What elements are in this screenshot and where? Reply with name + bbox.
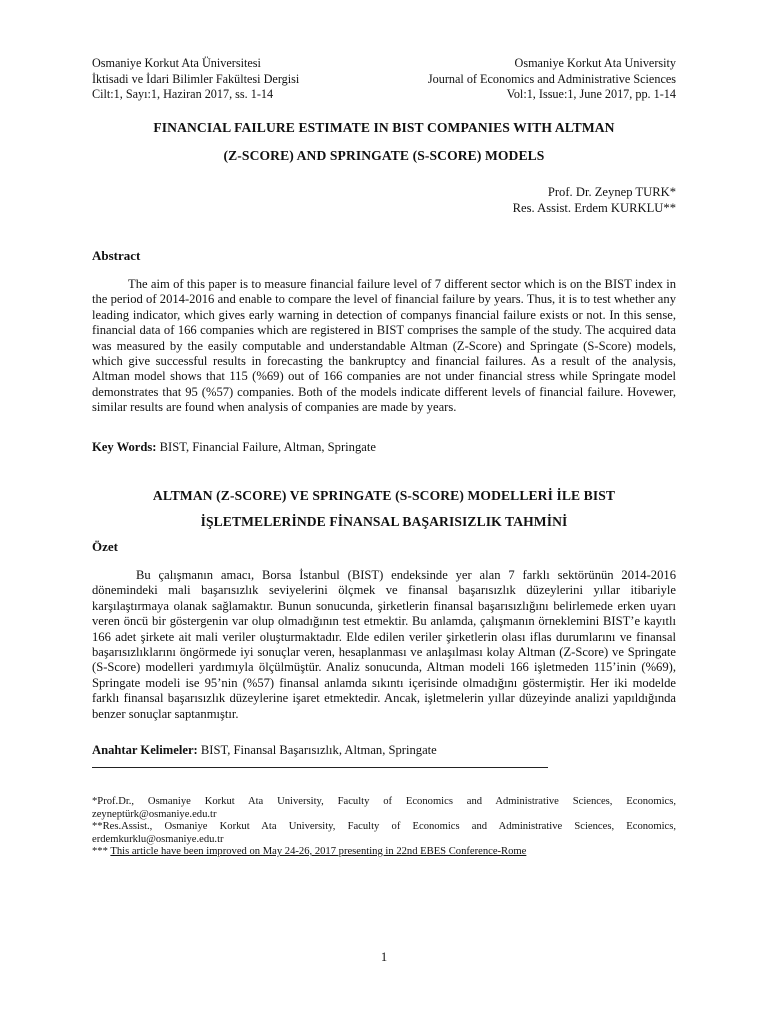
header-left-line-3: Cilt:1, Sayı:1, Haziran 2017, ss. 1-14 bbox=[92, 87, 274, 101]
header-left-line-2: İktisadi ve İdari Bilimler Fakültesi Dergisi bbox=[92, 71, 300, 86]
author-2: Res. Assist. Erdem KURKLU** bbox=[512, 201, 676, 215]
abstract-text: The aim of this paper is to measure financial failure level of 7 different sector which is on the BIST index in the period of 2014-2016 and enable to compare the level of financial failure by years. Thus, it is to test whether any leading indicator, which gives early warning in detection of companys financial failure exists or not. In this sense, financial data of 166 companies which are registered in BIST comprises the sample of the study. The acquired data was measured by the easily computable and understandable Altman (Z-Score) and Springate (S-Score) models, which give successful results in forecasting the bankruptcy and financial failures. As a result of the analysis, Altman model shows that 115 (%69) out of 166 companies are not under financial stress while Springate model demonstrates that 95 (%57) companies. Both of the models indicate different levels of financial failure. Hovewer, similar results are found when analysis of companies are made by years. bbox=[92, 277, 676, 415]
page-number: 1 bbox=[380, 950, 388, 964]
ozet-body bbox=[92, 568, 676, 722]
anahtar-kelimeler-line bbox=[92, 743, 437, 758]
ozet-heading: Özet bbox=[92, 539, 118, 554]
header-right-line-2: Journal of Economics and Administrative Sciences bbox=[427, 71, 676, 86]
footnote-3 bbox=[92, 845, 676, 858]
title-tr-line-1: ALTMAN (Z-SCORE) VE SPRINGATE (S-SCORE) MODELLERİ İLE BIST bbox=[152, 488, 616, 503]
keywords-label: Key Words: bbox=[92, 440, 157, 454]
journal-header-right bbox=[428, 56, 676, 103]
anahtar-kelimeler-label: Anahtar Kelimeler: bbox=[92, 743, 198, 757]
anahtar-kelimeler-value: BIST, Finansal Başarısızlık, Altman, Springate bbox=[197, 743, 437, 757]
footnote-3-mark: *** bbox=[92, 846, 108, 857]
header-left-line-1: Osmaniye Korkut Ata Üniversitesi bbox=[92, 56, 261, 70]
header-right-line-1: Osmaniye Korkut Ata University bbox=[514, 56, 676, 70]
journal-header-left bbox=[92, 56, 299, 103]
author-1: Prof. Dr. Zeynep TURK* bbox=[547, 185, 676, 199]
ozet-text: Bu çalışmanın amacı, Borsa İstanbul (BIST) endeksinde yer alan 7 farklı sektörünün 2014-2016 dönemindeki mali başarısızlık seviyelerini ölçmek ve finansal başarısızlık düzeylerini yıllar itibariyle karşılaştırmaya olanak sağlamaktır. Bunun sonucunda, şirketlerin finansal başarısızlığını belirlemede erken uyarı veren öncü bir göstergenin var olup olmadığının test etmektir. Bu anlamda, çalışmanın örneklemini BIST’e kayıtlı 166 adet şirkete ait mali veriler oluşturmaktadır. Elde edilen veriler şirketlerin olası iflas durumlarını ve finansal başarısızlıklarını öngörmede iyi sonuçlar veren, hesaplanması ve anlaşılması kolay Altman (Z-Score) ve Springate (S-Score) modelleri yardımıyla ölçülmüştür. Analiz sonucunda, Altman modeli 166 işletmeden 115’inin (%69), Springate modeli ise 95’nin (%57) finansal anlamda sıkıntı içerisinde olmadığını göstermiştir. Her iki modelde farklı finansal başarısızlık düzeylerine işaret etmektedir. Ancak, işletmelerin yıllar düzeyinde analizi yapıldığında benzer sonuçlar saptanmıştır. bbox=[92, 568, 676, 721]
footnote-1: *Prof.Dr., Osmaniye Korkut Ata University, Faculty of Economics and Administrative Sciences, Economics, zeyneptürk@osmaniye.edu.tr bbox=[92, 796, 676, 820]
header-right-line-3: Vol:1, Issue:1, June 2017, pp. 1-14 bbox=[506, 87, 676, 101]
footnote-2: **Res.Assist., Osmaniye Korkut Ata University, Faculty of Economics and Administrative Sciences, Economics, erdemkurklu@osmaniye.edu.tr bbox=[92, 821, 676, 845]
footnote-divider bbox=[92, 767, 548, 768]
abstract-heading: Abstract bbox=[92, 248, 141, 263]
keywords-line bbox=[92, 440, 376, 455]
title-en-line-2: (Z-SCORE) AND SPRINGATE (S-SCORE) MODELS bbox=[223, 148, 545, 163]
title-tr-line-2: İŞLETMELERİNDE FİNANSAL BAŞARISIZLIK TAHMİNİ bbox=[200, 514, 568, 529]
keywords-value: BIST, Financial Failure, Altman, Springate bbox=[156, 440, 376, 454]
title-en-line-1: FINANCIAL FAILURE ESTIMATE IN BIST COMPANIES WITH ALTMAN bbox=[153, 120, 615, 135]
abstract-body bbox=[92, 277, 676, 416]
author-list bbox=[513, 184, 676, 216]
footnote-3-text: This article have been improved on May 24-26, 2017 presenting in 22nd EBES Conference-Rome bbox=[110, 846, 527, 857]
